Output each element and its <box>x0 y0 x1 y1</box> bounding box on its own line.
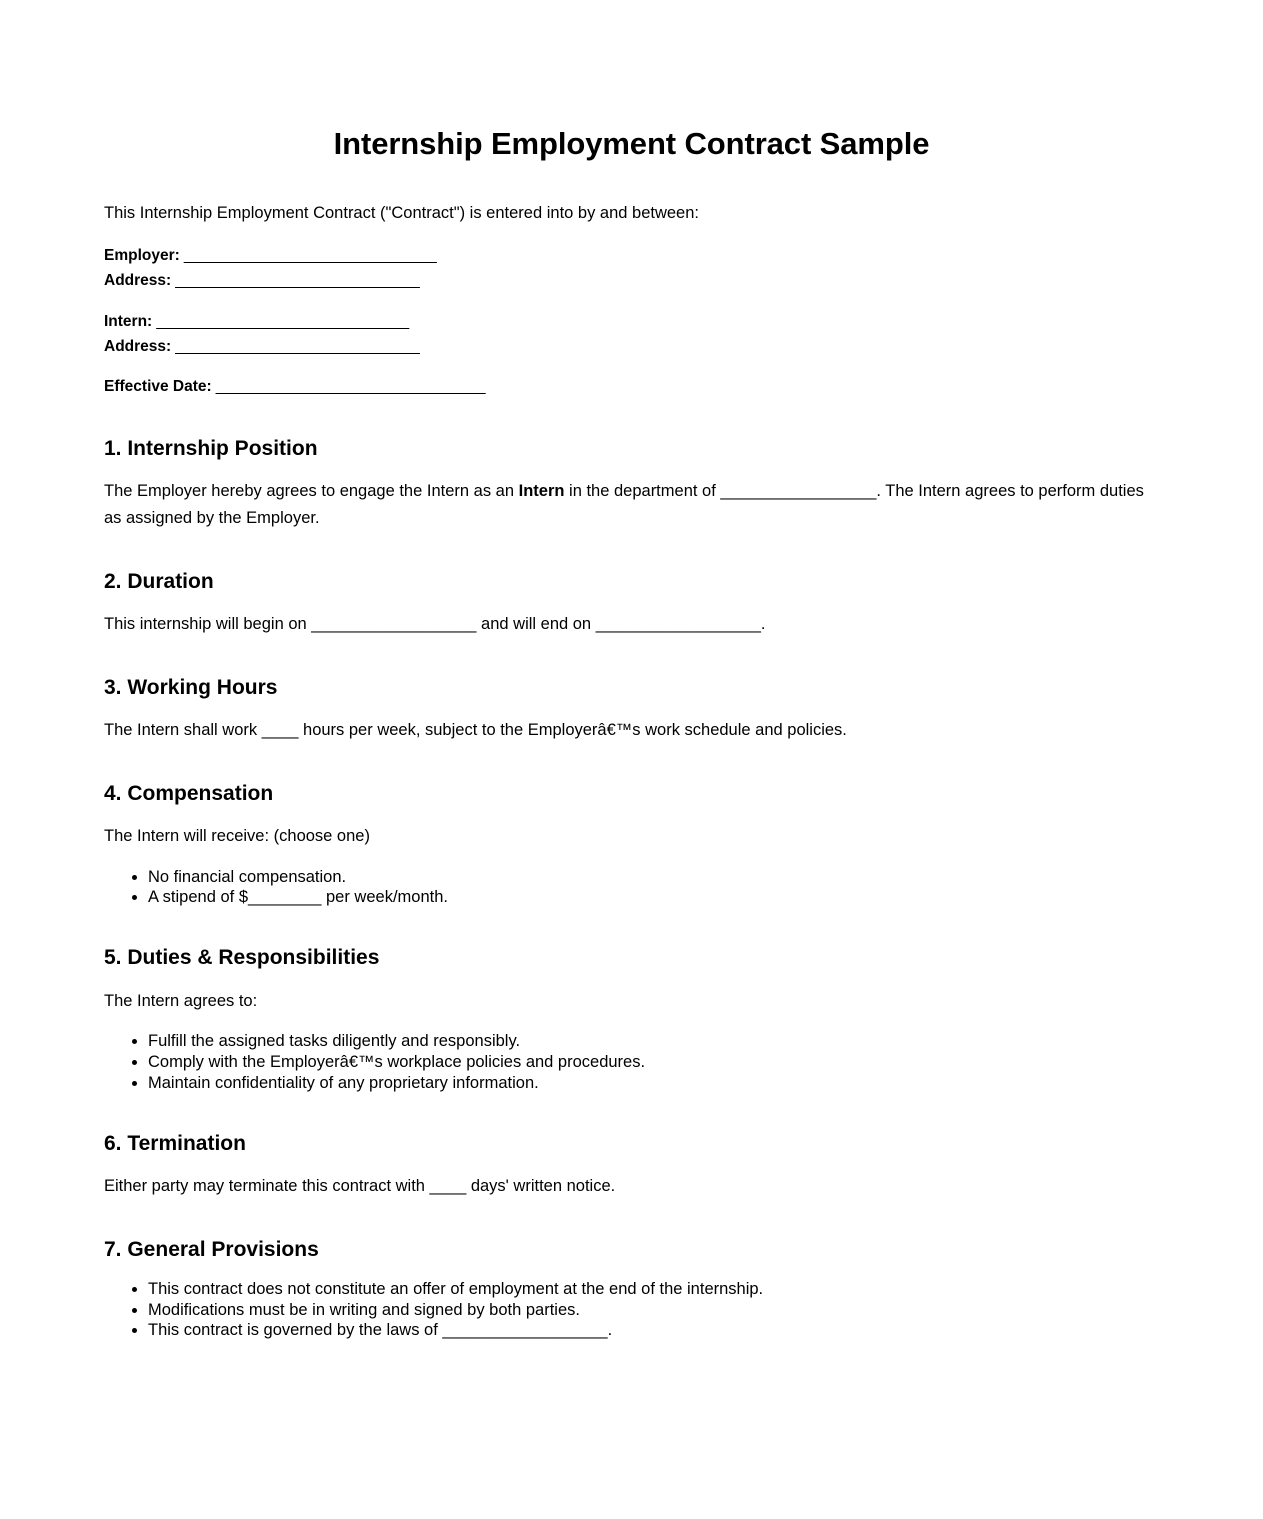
intern-address-blank-field[interactable]: _____________________________ <box>171 337 420 355</box>
effective-date-group <box>104 374 1159 399</box>
duties-list <box>104 1031 1159 1093</box>
section-heading: 1. Internship Position <box>104 436 318 460</box>
effective-date-blank-field[interactable]: ________________________________ <box>211 377 486 395</box>
employer-group <box>104 243 1159 293</box>
general-provisions-list <box>104 1279 1159 1341</box>
section-duties-responsibilities <box>104 944 1159 1093</box>
employer-label: Employer: <box>104 247 180 265</box>
list-item: • Modifications must be in writing and signed by both parties. <box>148 1300 1159 1321</box>
intern-line <box>104 309 1159 334</box>
section-heading: 5. Duties & Responsibilities <box>104 946 380 970</box>
employer-blank-field[interactable]: ______________________________ <box>179 247 437 265</box>
list-item: • Maintain confidentiality of any proprietary information. <box>148 1073 1159 1094</box>
section-paragraph: The Intern shall work ____ hours per week, subject to the Employerâ€™s work schedule and policies. <box>104 720 847 739</box>
effective-date-line <box>104 374 1159 399</box>
section-heading: 6. Termination <box>104 1131 246 1155</box>
section-heading: 3. Working Hours <box>104 675 278 699</box>
list-item: • Fulfill the assigned tasks diligently and responsibly. <box>148 1031 1159 1052</box>
intern-address-label: Address: <box>104 337 172 355</box>
section-working-hours <box>104 674 1159 744</box>
intern-label: Intern: <box>104 312 153 330</box>
section-termination <box>104 1130 1159 1200</box>
section-paragraph <box>104 478 1159 531</box>
section-heading: 2. Duration <box>104 569 214 593</box>
employer-address-blank-field[interactable]: _____________________________ <box>171 272 420 290</box>
section-paragraph: Either party may terminate this contract with ____ days' written notice. <box>104 1176 616 1195</box>
effective-date-label: Effective Date: <box>104 377 212 395</box>
paragraph-text-lead: The Employer hereby agrees to engage the Intern as an <box>104 482 519 501</box>
intro-paragraph: This Internship Employment Contract ("Contract") is entered into by and between: <box>104 203 699 222</box>
list-item: • No financial compensation. <box>148 867 1159 888</box>
intern-blank-field[interactable]: ______________________________ <box>152 312 409 330</box>
section-general-provisions <box>104 1236 1159 1342</box>
section-internship-position <box>104 435 1159 532</box>
paragraph-emphasis: Intern <box>518 482 565 501</box>
parties-block <box>104 243 1159 399</box>
page-title: Internship Employment Contract Sample <box>333 126 930 161</box>
list-item: • This contract is governed by the laws of __________________. <box>148 1320 1159 1341</box>
intern-group <box>104 309 1159 359</box>
section-duration <box>104 568 1159 638</box>
compensation-options-list <box>104 867 1159 909</box>
employer-address-label: Address: <box>104 272 172 290</box>
list-item: • This contract does not constitute an offer of employment at the end of the internship. <box>148 1279 1159 1300</box>
paragraph-text-tail: in the department of _________________. The Intern agrees to perform duties as assigned by the Employer. <box>104 482 1144 527</box>
section-heading: 4. Compensation <box>104 781 274 805</box>
section-compensation <box>104 780 1159 909</box>
section-heading: 7. General Provisions <box>104 1237 319 1261</box>
list-item: • Comply with the Employerâ€™s workplace policies and procedures. <box>148 1052 1159 1073</box>
section-paragraph: The Intern will receive: (choose one) <box>104 826 370 845</box>
section-paragraph: This internship will begin on __________________ and will end on __________________. <box>104 614 766 633</box>
intern-address-line <box>104 334 1159 359</box>
employer-address-line <box>104 268 1159 293</box>
employer-line <box>104 243 1159 268</box>
section-paragraph: The Intern agrees to: <box>104 991 258 1010</box>
list-item: • A stipend of $________ per week/month. <box>148 887 1159 908</box>
